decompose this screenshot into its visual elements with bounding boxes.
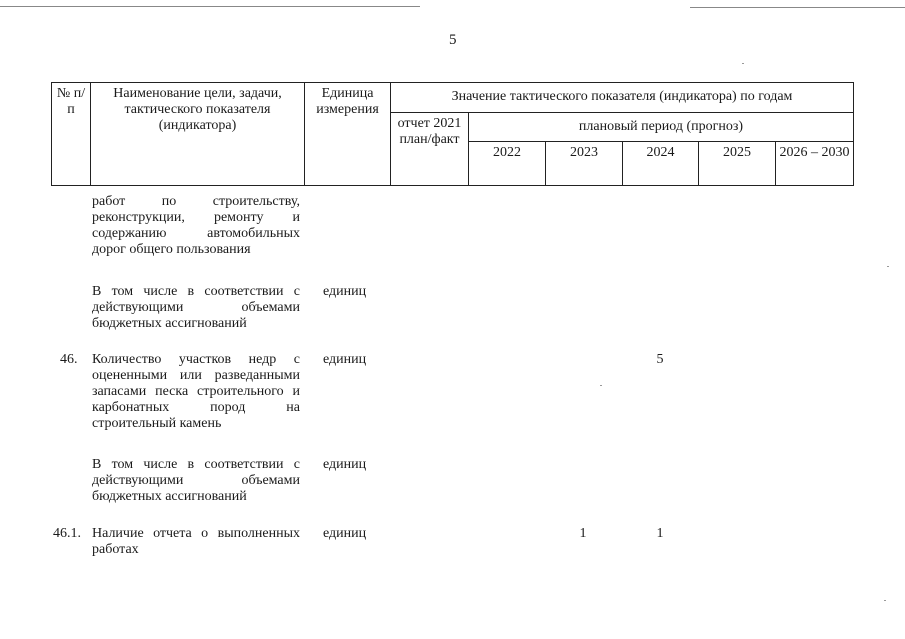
table-row-name: Наличие отчета о выполненных работах	[92, 526, 300, 557]
header-year: 2023	[546, 142, 623, 186]
table-cell-2024: 5	[656, 352, 664, 367]
table-row-num: 46.1.	[53, 526, 81, 541]
header-year: 2025	[699, 142, 776, 186]
table-row-name: В том числе в соответствии с действующими объемами бюджетных ассигнований	[92, 284, 300, 331]
header-col-name: Наименование цели, задачи, тактического показателя (индикатора)	[91, 83, 305, 186]
table-row-unit: единиц	[323, 284, 367, 299]
table-row-name: Количество участков недр с оцененными или разведанными запасами песка строительного и карбонатных пород на строительный камень	[92, 352, 300, 431]
table-cell-2024: 1	[656, 526, 664, 541]
page-number: 5	[449, 32, 457, 48]
table-row-unit: единиц	[323, 526, 367, 541]
table-header	[51, 82, 854, 186]
header-col-unit: Единица измерения	[305, 83, 391, 186]
table-cell-2023: 1	[579, 526, 587, 541]
scan-speck	[884, 600, 886, 601]
scan-speck	[600, 385, 602, 386]
table-row-name: работ по строительству, реконструкции, ремонту и содержанию автомобильных дорог общего пользования	[92, 194, 300, 257]
header-col-num: № п/п	[52, 83, 91, 186]
table-row-unit: единиц	[323, 457, 367, 472]
header-year: 2022	[469, 142, 546, 186]
table-row-name: В том числе в соответствии с действующими объемами бюджетных ассигнований	[92, 457, 300, 504]
header-col-values: Значение тактического показателя (индикатора) по годам	[391, 83, 854, 113]
scan-speck	[742, 63, 744, 64]
header-year: 2024	[623, 142, 699, 186]
scan-speck	[887, 266, 889, 267]
header-col-report: отчет 2021 план/факт	[391, 112, 469, 186]
table-row-num: 46.	[60, 352, 78, 367]
header-year: 2026 – 2030	[776, 142, 854, 186]
scan-artifact-line	[0, 6, 420, 7]
scan-artifact-line	[690, 7, 905, 8]
table-row-unit: единиц	[323, 352, 367, 367]
header-col-plan: плановый период (прогноз)	[469, 112, 854, 142]
